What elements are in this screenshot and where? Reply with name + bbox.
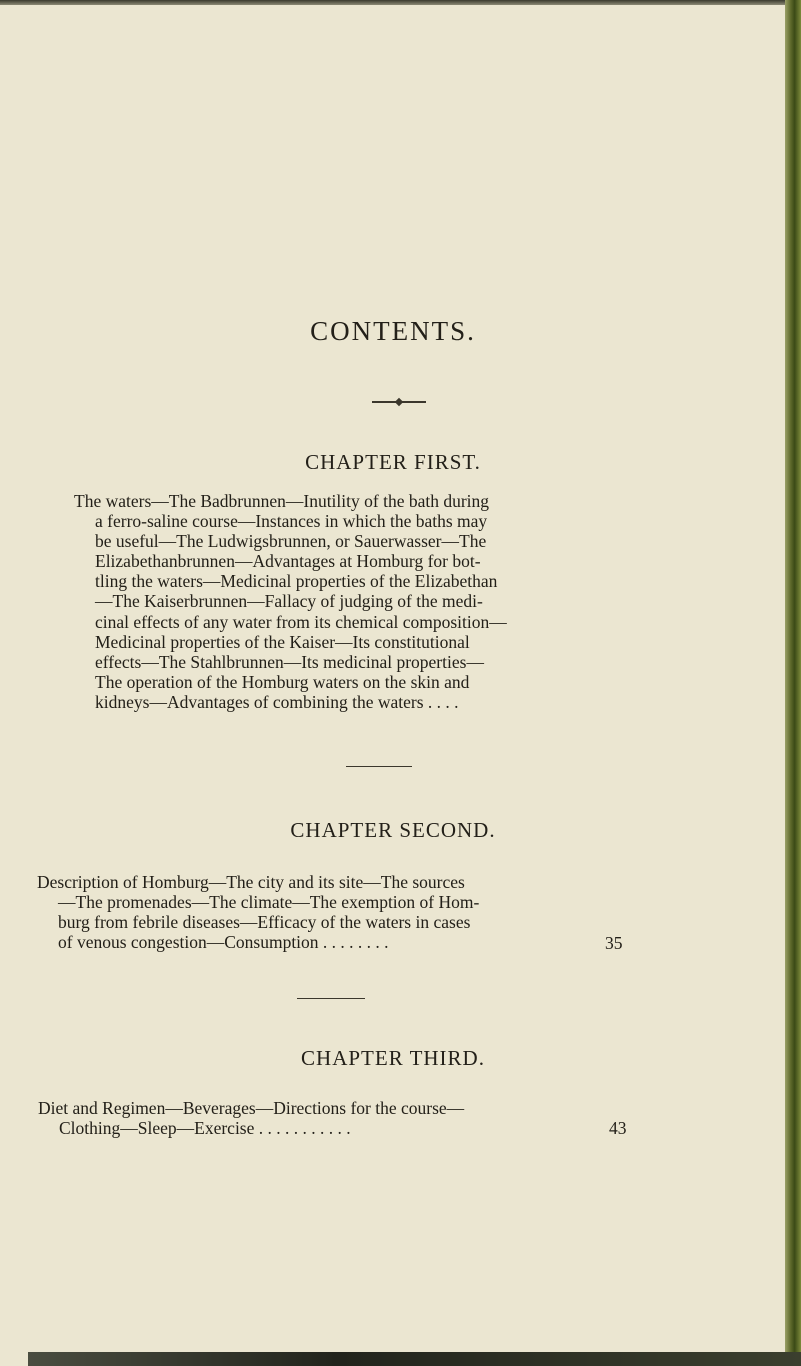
chapter-second-page-number: 35 [605, 933, 623, 953]
entry-line: Diet and Regimen—Beverages—Directions for the course— [38, 1098, 465, 1118]
chapter-divider-rule [346, 766, 412, 767]
chapter-first-heading: CHAPTER FIRST. [305, 450, 481, 474]
chapter-second-heading: CHAPTER SECOND. [290, 818, 496, 842]
chapter-third-heading: CHAPTER THIRD. [301, 1046, 485, 1070]
entry-line: effects—The Stahlbrunnen—Its medicinal properties— [95, 651, 484, 672]
entry-line: Medicinal properties of the Kaiser—Its constitutional [95, 631, 470, 652]
entry-line: burg from febrile diseases—Efficacy of the waters in cases [58, 912, 471, 933]
entry-line: cinal effects of any water from its chemical composition— [95, 611, 507, 632]
entry-line: The waters—The Badbrunnen—Inutility of the bath during [74, 491, 490, 511]
chapter-second-entry [37, 872, 479, 952]
entry-line: a ferro-saline course—Instances in which the baths may [95, 511, 488, 532]
chapter-first-entry [74, 491, 507, 712]
entry-line: —The promenades—The climate—The exemption of Hom- [58, 892, 480, 913]
chapter-third-entry [38, 1098, 464, 1138]
page-bottom-edge [28, 1352, 801, 1366]
entry-line: Description of Homburg—The city and its site—The sources [37, 872, 465, 892]
entry-line: of venous congestion—Consumption . . . . . . . . [58, 932, 389, 953]
contents-title: CONTENTS. [310, 316, 476, 346]
entry-line: Elizabethanbrunnen—Advantages at Homburg for bot- [95, 551, 481, 572]
entry-line: kidneys—Advantages of combining the waters . . . . [95, 691, 459, 712]
chapter-third-page-number: 43 [609, 1118, 627, 1138]
entry-line: The operation of the Homburg waters on the skin and [95, 671, 470, 692]
entry-line: be useful—The Ludwigsbrunnen, or Sauerwasser—The [95, 531, 487, 552]
entry-line: —The Kaiserbrunnen—Fallacy of judging of the medi- [95, 591, 483, 612]
chapter-divider-rule [297, 998, 365, 999]
entry-line: tling the waters—Medicinal properties of the Elizabethan [95, 571, 498, 592]
page-top-edge [0, 0, 801, 5]
book-spine-edge [785, 0, 801, 1366]
entry-line: Clothing—Sleep—Exercise . . . . . . . . . . . [59, 1118, 351, 1139]
